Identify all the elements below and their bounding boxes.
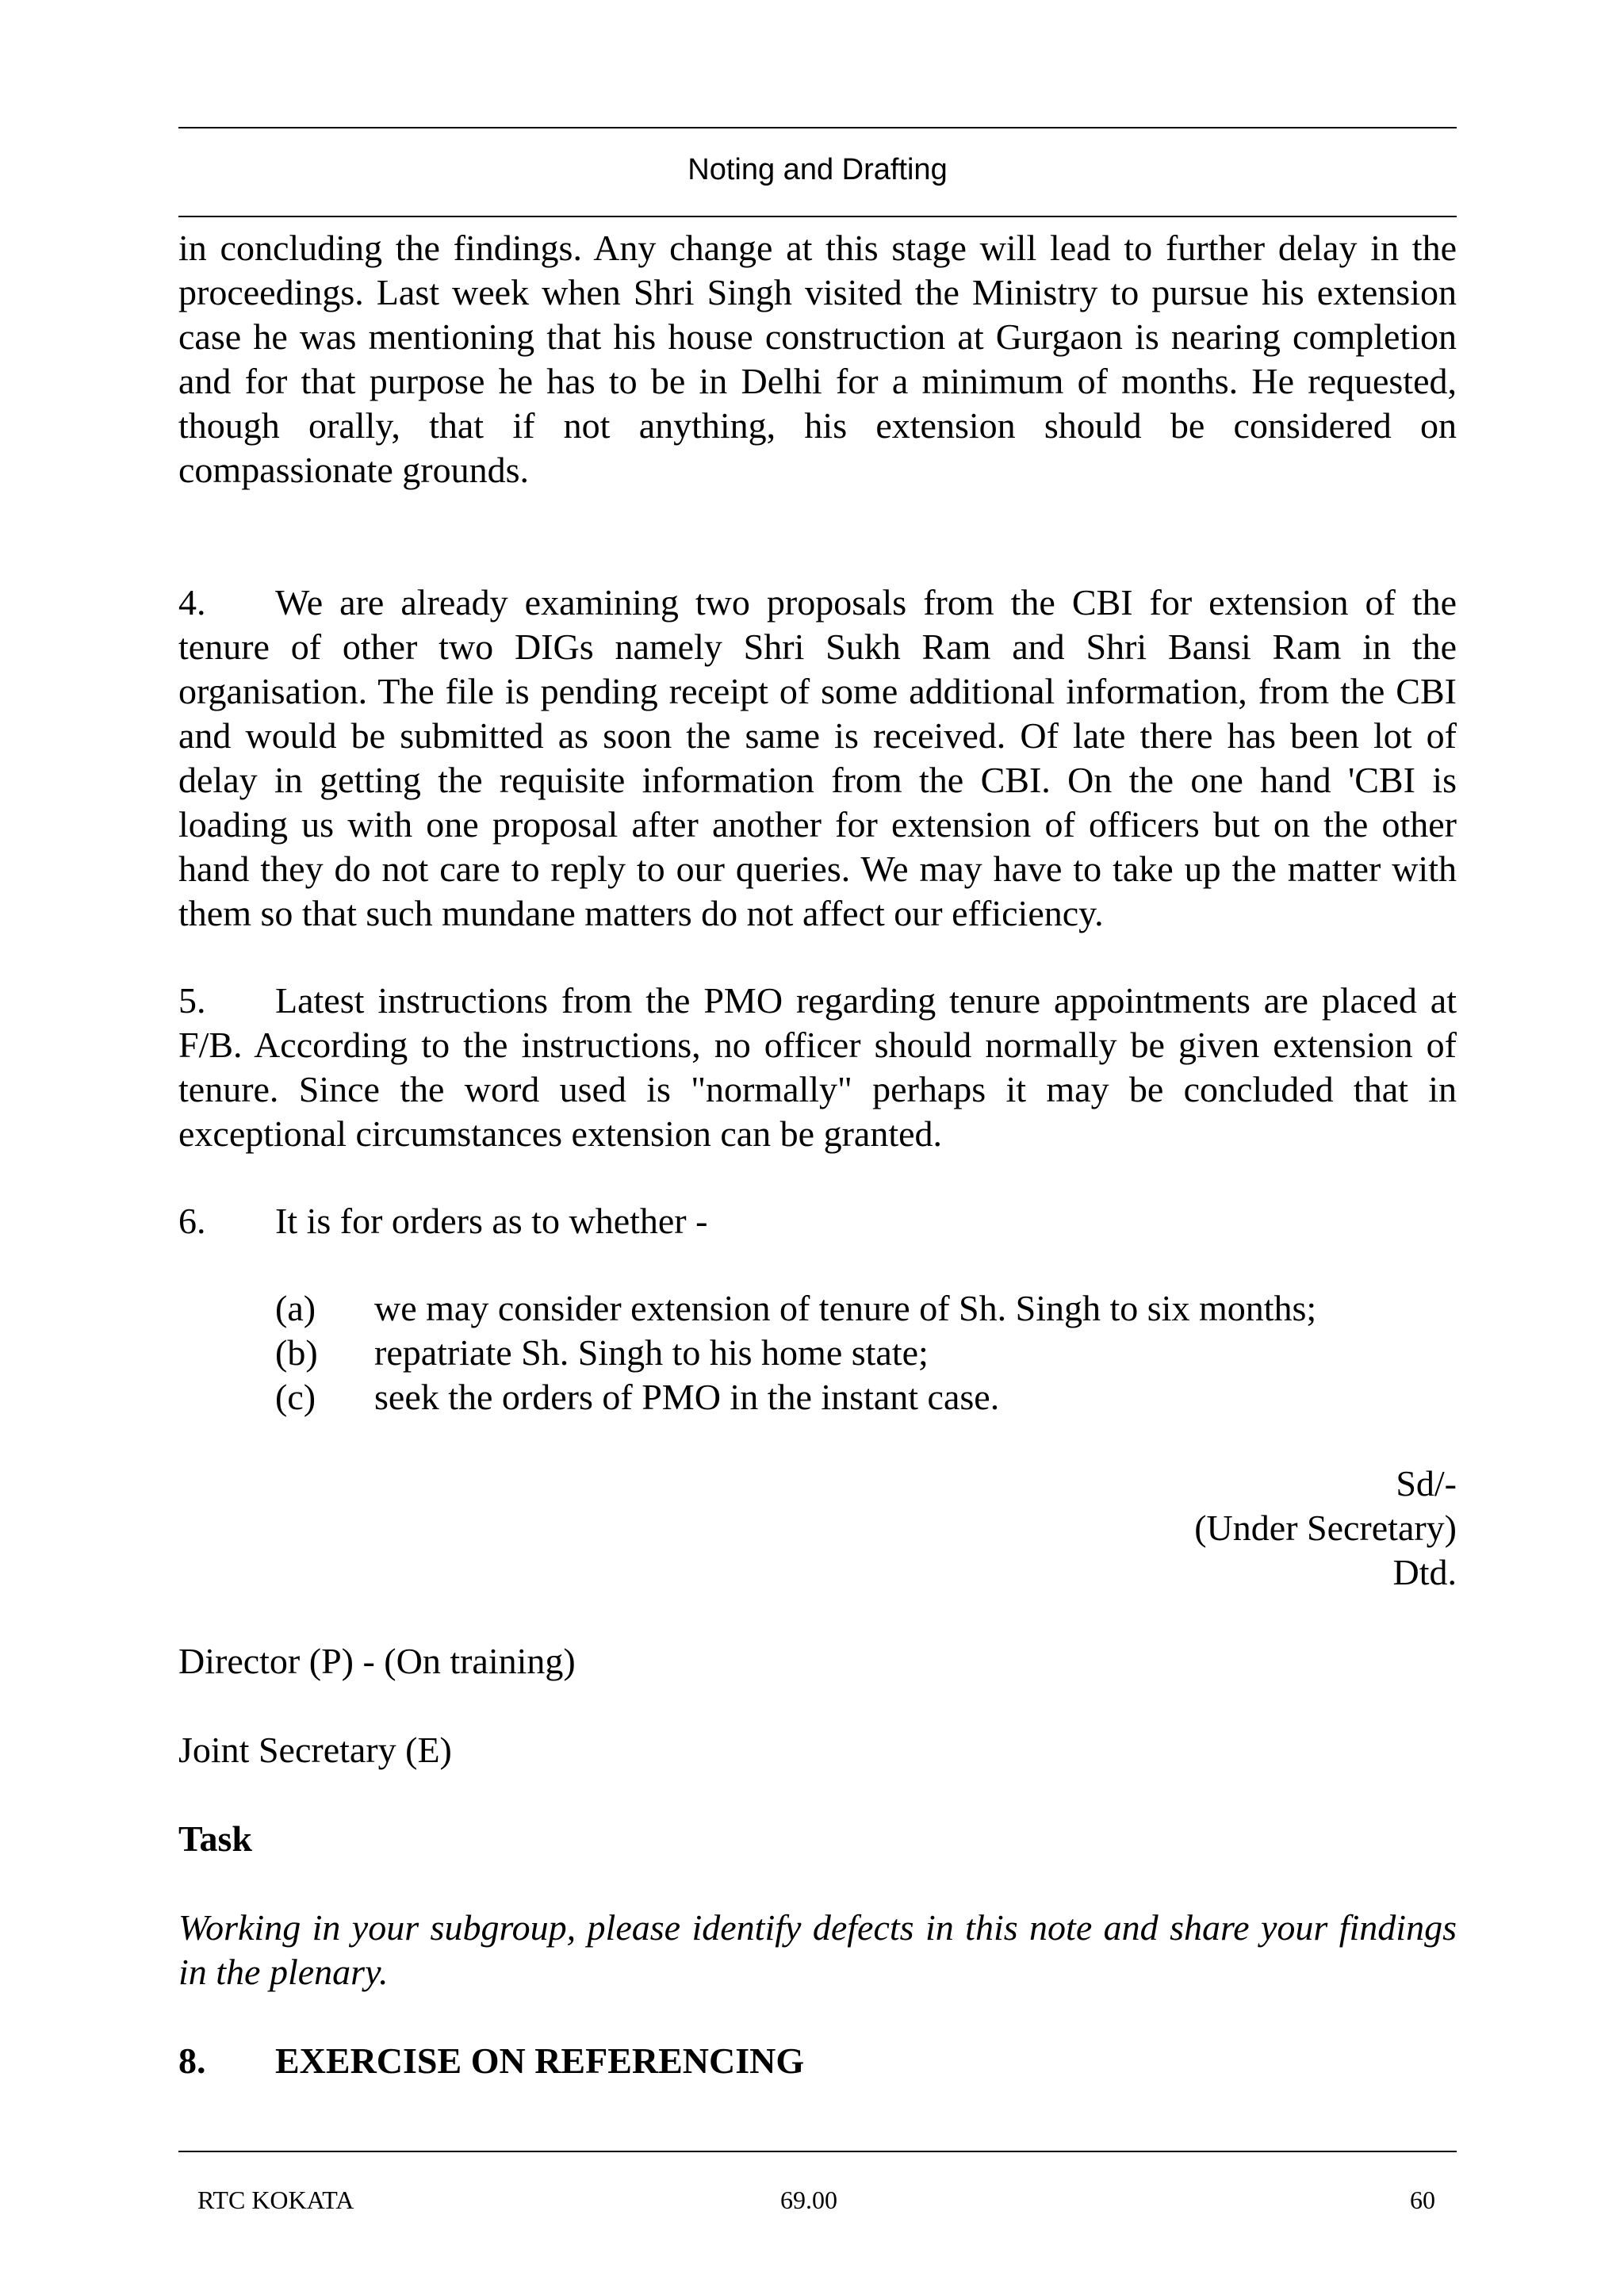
header-top-rule (178, 127, 1457, 128)
option-a (275, 1286, 1457, 1331)
footer-rule (178, 2151, 1457, 2152)
paragraph-5-number: 5. (178, 980, 206, 1021)
header-bottom-rule (178, 216, 1457, 217)
footer-center: 69.00 (780, 2186, 837, 2214)
option-c-text: seek the orders of PMO in the instant case. (374, 1377, 1000, 1417)
header-title: Noting and Drafting (688, 153, 948, 186)
paragraph-6 (178, 1199, 1457, 1243)
paragraph-4-number: 4. (178, 582, 206, 623)
paragraph-5 (178, 979, 1457, 1156)
option-c-label: (c) (275, 1377, 316, 1417)
signature-designation: (Under Secretary) (1194, 1508, 1457, 1548)
option-c (275, 1375, 1457, 1420)
paragraph-4-text: We are already examining two proposals from the CBI for extension of the tenure of other two DIGs namely Shri Sukh Ram and Shri Bansi Ram in the organisation. The file is pending receipt of some additional information, from the CBI and would be submitted as soon the same is received. Of late there has been lot of delay in getting the requisite information from the CBI. On the one hand 'CBI is loading us with one proposal after another for extension of officers but on the other hand they do not care to reply to our queries. We may have to take up the matter with them so that such mundane matters do not affect our efficiency. (178, 582, 1457, 933)
section-number: 8. (178, 2040, 206, 2081)
signature-sd: Sd/- (1396, 1463, 1457, 1504)
signature-block (822, 1462, 1457, 1595)
options-list (275, 1286, 1457, 1420)
option-b (275, 1331, 1457, 1375)
option-b-text: repatriate Sh. Singh to his home state; (374, 1332, 929, 1373)
paragraph-6-number: 6. (178, 1201, 206, 1241)
option-a-text: we may consider extension of tenure of Sh. Singh to six months; (374, 1288, 1317, 1328)
signature-dated: Dtd. (1392, 1552, 1457, 1592)
footer-page-number: 60 (1410, 2186, 1435, 2214)
continuation-paragraph: in concluding the findings. Any change at this stage will lead to further delay in the proceedings. Last week when Shri Singh visited the Ministry to pursue his extension case he was mentioning that his house construction at Gurgaon is nearing completion and for that purpose he has to be in Delhi for a minimum of months. He requested, though orally, that if not anything, his extension should be considered on compassionate grounds. (178, 228, 1457, 490)
option-a-label: (a) (275, 1288, 316, 1328)
paragraph-4 (178, 580, 1457, 936)
addressee-joint-secretary: Joint Secretary (E) (178, 1730, 452, 1770)
option-b-label: (b) (275, 1332, 318, 1373)
section-heading (178, 2039, 1457, 2083)
addressee-director: Director (P) - (On training) (178, 1641, 576, 1681)
section-title: EXERCISE ON REFERENCING (275, 2040, 805, 2081)
task-heading: Task (178, 1818, 252, 1859)
footer-left: RTC KOKATA (197, 2186, 354, 2214)
paragraph-6-text: It is for orders as to whether - (275, 1201, 708, 1241)
paragraph-5-text: Latest instructions from the PMO regarding tenure appointments are placed at F/B. According to the instructions, no officer should normally be given extension of tenure. Since the word used is "normally" perhaps it may be concluded that in exceptional circumstances extension can be granted. (178, 980, 1457, 1154)
task-text: Working in your subgroup, please identify defects in this note and share your findings in the plenary. (178, 1907, 1457, 1992)
